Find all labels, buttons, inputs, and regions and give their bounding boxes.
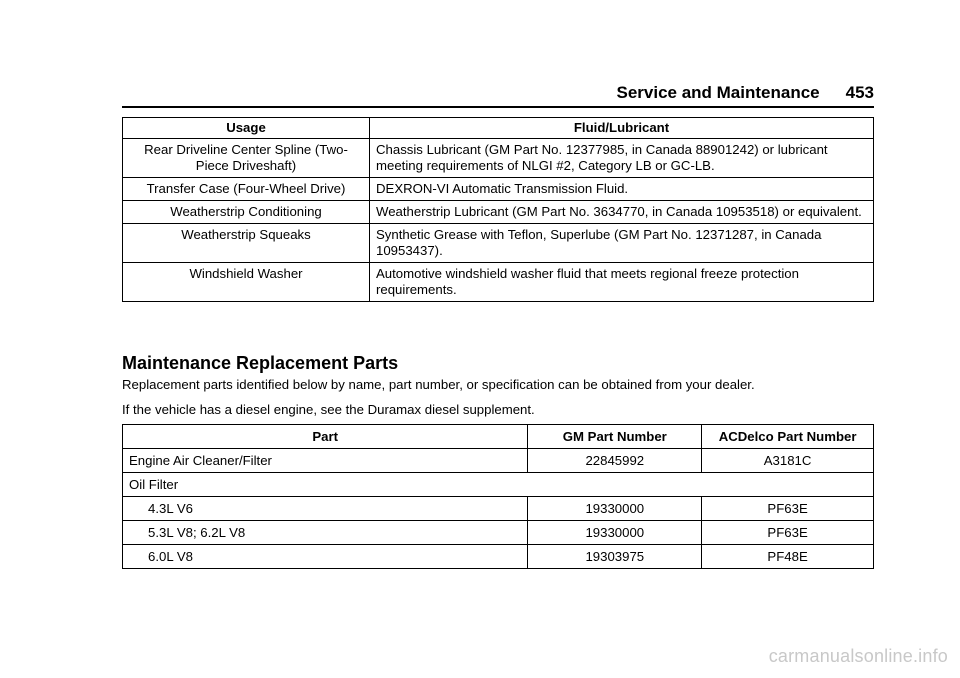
- column-header-acdelco-part-number: ACDelco Part Number: [702, 425, 874, 449]
- column-header-usage: Usage: [123, 118, 370, 139]
- fluid-cell: Synthetic Grease with Teflon, Superlube (GM Part No. 12371287, in Canada 10953437).: [370, 224, 874, 263]
- table-row: [123, 473, 874, 497]
- page-number: 453: [845, 83, 874, 102]
- part-group-cell: Oil Filter: [123, 473, 874, 497]
- fluid-cell: Chassis Lubricant (GM Part No. 12377985, in Canada 88901242) or lubricant meeting requirements of NLGI #2, Category LB or GC-LB.: [370, 139, 874, 178]
- usage-cell: Weatherstrip Conditioning: [123, 201, 370, 224]
- part-cell: 4.3L V6: [123, 497, 528, 521]
- table-row: [123, 178, 874, 201]
- table-row: [123, 497, 874, 521]
- table-row: [123, 545, 874, 569]
- watermark: carmanualsonline.info: [768, 646, 948, 666]
- gm-part-number-cell: 19330000: [528, 521, 702, 545]
- section-title: Maintenance Replacement Parts: [122, 353, 399, 373]
- table-row: [123, 521, 874, 545]
- table-row: [123, 139, 874, 178]
- parts-table: [122, 424, 874, 569]
- gm-part-number-cell: 19303975: [528, 545, 702, 569]
- fluids-table-header: [123, 118, 874, 139]
- column-header-gm-part-number: GM Part Number: [528, 425, 702, 449]
- column-header-part: Part: [123, 425, 528, 449]
- acdelco-part-number-cell: A3181C: [702, 449, 874, 473]
- diesel-note-paragraph: If the vehicle has a diesel engine, see the Duramax diesel supplement.: [122, 402, 535, 417]
- gm-part-number-cell: 19330000: [528, 497, 702, 521]
- usage-cell: Weatherstrip Squeaks: [123, 224, 370, 263]
- table-row: [123, 201, 874, 224]
- fluid-cell: DEXRON-VI Automatic Transmission Fluid.: [370, 178, 874, 201]
- part-cell: 5.3L V8; 6.2L V8: [123, 521, 528, 545]
- usage-cell: Rear Driveline Center Spline (Two-Piece Driveshaft): [123, 139, 370, 178]
- page-header: [122, 80, 874, 108]
- fluid-cell: Automotive windshield washer fluid that meets regional freeze protection requirements.: [370, 263, 874, 302]
- acdelco-part-number-cell: PF63E: [702, 521, 874, 545]
- acdelco-part-number-cell: PF63E: [702, 497, 874, 521]
- fluid-cell: Weatherstrip Lubricant (GM Part No. 3634770, in Canada 10953518) or equivalent.: [370, 201, 874, 224]
- intro-paragraph: Replacement parts identified below by name, part number, or specification can be obtained from your dealer.: [122, 377, 755, 392]
- part-cell: Engine Air Cleaner/Filter: [123, 449, 528, 473]
- acdelco-part-number-cell: PF48E: [702, 545, 874, 569]
- column-header-fluid: Fluid/Lubricant: [370, 118, 874, 139]
- parts-table-header: [123, 425, 874, 449]
- fluids-table: [122, 117, 874, 302]
- table-row: [123, 449, 874, 473]
- gm-part-number-cell: 22845992: [528, 449, 702, 473]
- usage-cell: Transfer Case (Four-Wheel Drive): [123, 178, 370, 201]
- section-heading: Service and Maintenance: [616, 83, 820, 102]
- usage-cell: Windshield Washer: [123, 263, 370, 302]
- table-row: [123, 224, 874, 263]
- table-row: [123, 263, 874, 302]
- part-cell: 6.0L V8: [123, 545, 528, 569]
